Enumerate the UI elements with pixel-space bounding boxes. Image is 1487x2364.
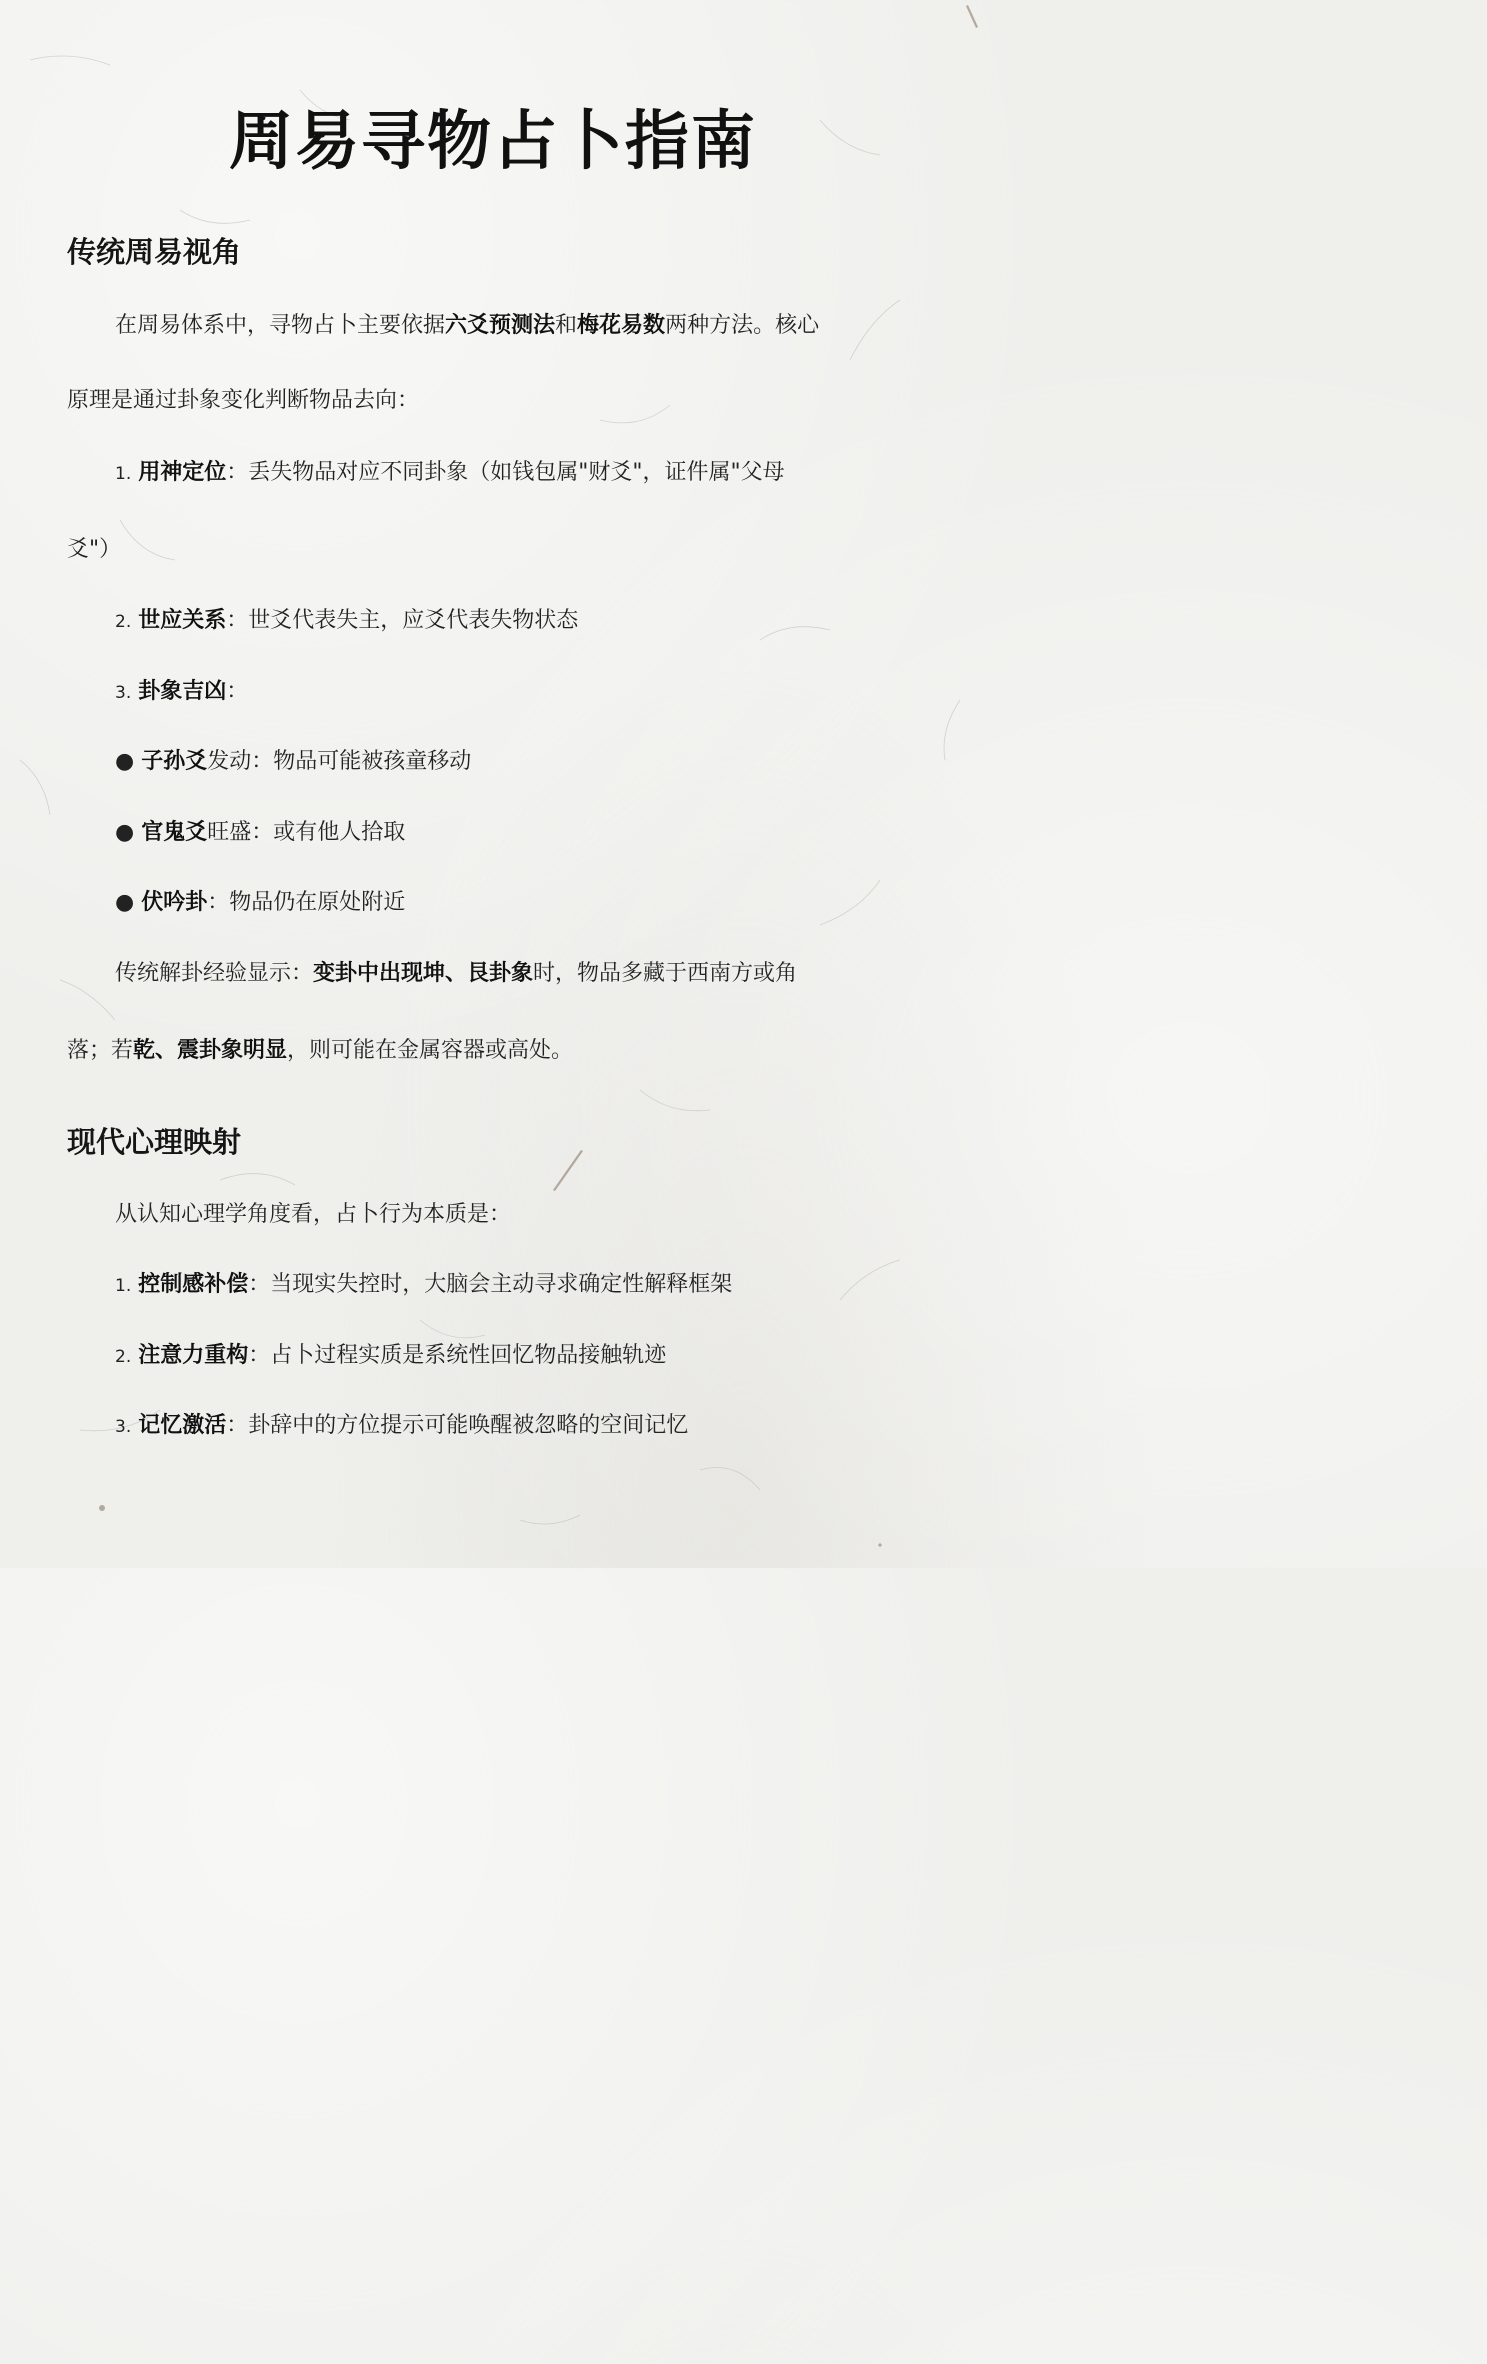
bullet-item-1 (115, 744, 471, 775)
conclusion-text-pre: 传统解卦经验显示： (115, 961, 314, 986)
bullet-item-title: 伏吟卦 (141, 890, 208, 915)
bullet-item-title: 官鬼爻 (141, 820, 208, 845)
bullet-item-text: ：物品仍在原处附近 (207, 890, 406, 915)
conclusion-text-pre: 落；若 (67, 1038, 134, 1063)
bullet-item-text: 旺盛：或有他人拾取 (207, 820, 406, 845)
conclusion-text-post: ，则可能在金属容器或高处。 (287, 1038, 574, 1063)
bullet-item-title: 子孙爻 (141, 749, 208, 774)
list-item-text: ：卦辞中的方位提示可能唤醒被忽略的空间记忆 (226, 1413, 689, 1438)
bullet-item-text: 发动：物品可能被孩童移动 (207, 749, 472, 774)
list-item-title: 卦象吉凶 (138, 679, 227, 704)
intro-paragraph-line1 (115, 308, 819, 339)
list-item-text: ：世爻代表失主，应爻代表失物状态 (226, 608, 579, 633)
intro-paragraph-line2: 原理是通过卦象变化判断物品去向： (67, 388, 420, 413)
list-item-title: 世应关系 (138, 608, 227, 633)
intro-text-mid: 和 (555, 313, 578, 338)
section2-intro: 从认知心理学角度看，占卜行为本质是： (115, 1202, 512, 1227)
list-item-title: 控制感补偿 (138, 1272, 249, 1297)
list-item-2 (115, 603, 578, 634)
list-number: 3. (115, 1417, 132, 1437)
list-item-3 (115, 674, 248, 705)
section2-list-item-1 (115, 1267, 732, 1298)
bullet-item-3 (115, 885, 405, 916)
list-number: 2. (115, 1347, 132, 1367)
document-page (0, 0, 986, 1568)
bullet-dot-icon: ● (115, 749, 135, 774)
list-item-title: 记忆激活 (138, 1413, 227, 1438)
list-number: 1. (115, 1276, 132, 1296)
section2-list-item-2 (115, 1338, 666, 1369)
conclusion-text-post: 时，物品多藏于西南方或角 (533, 961, 798, 986)
list-item-title: 用神定位 (138, 460, 227, 485)
list-number: 2. (115, 612, 132, 632)
intro-bold-meihua: 梅花易数 (577, 313, 666, 338)
intro-text-pre: 在周易体系中，寻物占卜主要依据 (115, 313, 446, 338)
conclusion-line2 (67, 1033, 573, 1064)
conclusion-bold-kun-gen: 变卦中出现坤、艮卦象 (313, 961, 534, 986)
conclusion-bold-qian-zhen: 乾、震卦象明显 (133, 1038, 288, 1063)
page-title: 周易寻物占卜指南 (229, 105, 757, 179)
section-heading-modern: 现代心理映射 (67, 1125, 242, 1159)
section2-list-item-3 (115, 1408, 688, 1439)
bullet-dot-icon: ● (115, 890, 135, 915)
list-item-text: ：当现实失控时，大脑会主动寻求确定性解释框架 (248, 1272, 733, 1297)
intro-text-post: 两种方法。核心 (665, 313, 820, 338)
conclusion-line1 (115, 956, 797, 987)
intro-bold-liuyao: 六爻预测法 (445, 313, 556, 338)
list-item-1-continuation: 爻"） (67, 537, 122, 562)
list-item-text: ：丢失物品对应不同卦象（如钱包属"财爻"，证件属"父母 (226, 460, 785, 485)
list-item-text: ：占卜过程实质是系统性回忆物品接触轨迹 (248, 1343, 667, 1368)
bullet-item-2 (115, 815, 405, 846)
list-item-1 (115, 455, 785, 486)
list-number: 1. (115, 464, 132, 484)
list-item-title: 注意力重构 (138, 1343, 249, 1368)
bullet-dot-icon: ● (115, 820, 135, 845)
list-item-text: ： (226, 679, 249, 704)
section-heading-traditional: 传统周易视角 (67, 235, 242, 269)
list-number: 3. (115, 683, 132, 703)
